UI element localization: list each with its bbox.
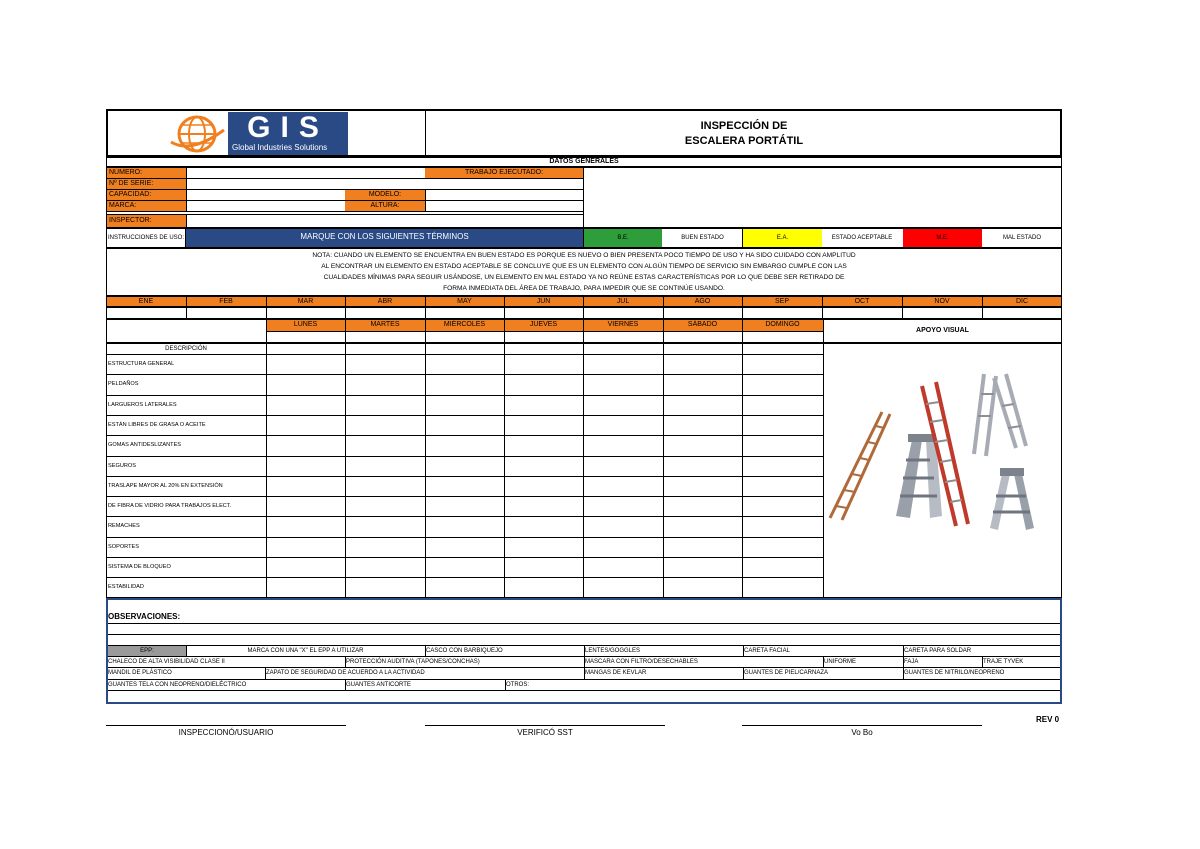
checklist-cell[interactable] [584, 477, 663, 495]
epp-divider [186, 646, 187, 656]
checklist-cell[interactable] [584, 396, 663, 414]
checklist-cell[interactable] [346, 517, 425, 535]
note-line-3: CUALIDADES MÍNIMAS PARA SEGUIR USÁNDOSE, UN ELEMENTO EN MAL ESTADO YA NO REÚNE ESTAS CARACTERÍSTICAS POR LO QUE DEBE SER RETIRADO DE [323, 274, 845, 281]
checklist-cell[interactable] [505, 396, 583, 414]
epp-guantes-anticorte[interactable]: GUANTES ANTICORTE [346, 682, 411, 688]
checklist-cell[interactable] [505, 477, 583, 495]
checklist-col-divider [266, 343, 267, 598]
epp-proteccion-auditiva[interactable]: PROTECCIÓN AUDITIVA (TAPONES/CONCHAS) [346, 659, 480, 665]
serie-field[interactable] [186, 179, 583, 189]
checklist-cell[interactable] [664, 355, 742, 373]
epp-divider [265, 668, 266, 679]
checklist-cell[interactable] [267, 416, 345, 434]
checklist-cell[interactable] [505, 457, 583, 475]
form-title-line2: ESCALERA PORTÁTIL [684, 135, 804, 147]
month-abr: ABR [377, 298, 393, 305]
checklist-cell[interactable] [505, 517, 583, 535]
checklist-item-label: PELDAÑOS [108, 381, 139, 388]
epp-divider [743, 668, 744, 679]
checklist-col-divider [425, 343, 426, 598]
checklist-cell[interactable] [743, 497, 823, 515]
checklist-cell[interactable] [426, 477, 504, 495]
form-title-line1: INSPECCIÓN DE [700, 120, 788, 132]
checklist-item-label: ESTABILIDAD [108, 584, 144, 591]
checklist-cell[interactable] [584, 375, 663, 393]
marca-field[interactable] [186, 201, 345, 211]
checklist-cell[interactable] [664, 457, 742, 475]
checklist-cell[interactable] [584, 517, 663, 535]
checklist-cell[interactable] [584, 497, 663, 515]
checklist-cell[interactable] [584, 558, 663, 576]
epp-divider [345, 657, 346, 667]
day-divider [504, 319, 505, 343]
month-sep: SEP [774, 298, 789, 305]
checklist-cell[interactable] [505, 355, 583, 373]
checklist-col-divider [345, 343, 346, 598]
checklist-cell[interactable] [426, 578, 504, 596]
checklist-cell[interactable] [664, 538, 742, 556]
articulated-ladder-icon [974, 374, 1026, 456]
checklist-cell[interactable] [426, 396, 504, 414]
checklist-cell[interactable] [426, 375, 504, 393]
checklist-cell[interactable] [346, 477, 425, 495]
checklist-cell[interactable] [664, 578, 742, 596]
checklist-cell[interactable] [505, 578, 583, 596]
epp-divider [982, 657, 983, 667]
checklist-cell[interactable] [267, 355, 345, 373]
checklist-cell[interactable] [346, 558, 425, 576]
checklist-col-divider [663, 343, 664, 598]
instructions-label: INSTRUCCIONES DE USO: [108, 235, 185, 241]
months-value-row [106, 307, 1062, 319]
checklist-cell[interactable] [664, 477, 742, 495]
checklist-cell[interactable] [267, 457, 345, 475]
epp-divider [903, 668, 904, 679]
checklist-item-label: DE FIBRA DE VIDRIO PARA TRABAJOS ELECT. [108, 503, 232, 510]
month-divider [822, 296, 823, 319]
checklist-cell[interactable] [664, 396, 742, 414]
checklist-cell[interactable] [505, 558, 583, 576]
epp-otros[interactable]: OTROS: [506, 682, 530, 688]
note-line-4: FORMA INMEDIATA DEL ÁREA DE TRABAJO, PARA IMPEDIR QUE SE CONTINÚE USANDO. [443, 285, 725, 292]
trabajo-label: TRABAJO EJECUTADO: [464, 169, 544, 176]
checklist-cell[interactable] [346, 497, 425, 515]
epp-lentes[interactable]: LENTES/GOGGLES [585, 648, 641, 654]
month-dic: DIC [1015, 298, 1029, 305]
epp-instruction: MARCA CON UNA "X" EL EPP A UTILIZAR [247, 648, 364, 654]
epp-divider [505, 679, 506, 690]
epp-divider [345, 679, 346, 690]
serie-label: Nº DE SERIE: [109, 180, 154, 187]
checklist-cell[interactable] [505, 497, 583, 515]
signature-line-sst [425, 725, 665, 726]
epp-mascara[interactable]: MASCARA CON FILTRO/DESECHABLES [585, 659, 698, 665]
checklist-cell[interactable] [267, 436, 345, 454]
month-divider [583, 296, 584, 319]
checklist-cell[interactable] [505, 436, 583, 454]
day-1: LUNES [293, 321, 318, 328]
modelo-field[interactable] [425, 190, 583, 200]
wooden-ladder-icon [830, 412, 890, 520]
checklist-item-label: GOMAS ANTIDESLIZANTES [108, 442, 182, 449]
epp-mandil[interactable]: MANDIL DE PLÁSTICO [108, 670, 172, 676]
checklist-cell[interactable] [505, 416, 583, 434]
month-may: MAY [457, 298, 472, 305]
month-divider [186, 296, 187, 319]
checklist-cell[interactable] [664, 416, 742, 434]
month-divider [266, 296, 267, 319]
checklist-cell[interactable] [743, 578, 823, 596]
checklist-cell[interactable] [267, 517, 345, 535]
epp-faja[interactable]: FAJA [904, 659, 919, 665]
epp-guantes-tela[interactable]: GUANTES TELA CON NEOPRENO/DIELÉCTRICO [108, 682, 247, 688]
epp-divider [425, 646, 426, 656]
step-stool-icon [990, 468, 1034, 530]
month-divider [982, 296, 983, 319]
checklist-cell[interactable] [346, 416, 425, 434]
day-divider [345, 319, 346, 343]
checklist-cell[interactable] [743, 375, 823, 393]
month-divider [504, 296, 505, 319]
month-ago: AGO [694, 298, 711, 305]
checklist-cell[interactable] [584, 416, 663, 434]
month-mar: MAR [297, 298, 314, 305]
month-oct: OCT [854, 298, 870, 305]
checklist-cell[interactable] [346, 436, 425, 454]
capacidad-label: CAPACIDAD: [109, 191, 152, 198]
month-divider [902, 296, 903, 319]
checklist-item-label: SOPORTES [108, 543, 139, 550]
month-divider [742, 296, 743, 319]
ladders-image [826, 356, 1058, 532]
checklist-cell[interactable] [743, 477, 823, 495]
day-6: SÁBADO [687, 321, 718, 328]
checklist-cell[interactable] [346, 578, 425, 596]
checklist-cell[interactable] [584, 457, 663, 475]
month-divider [345, 296, 346, 319]
day-4: JUEVES [529, 321, 558, 328]
altura-label: ALTURA: [370, 202, 400, 209]
month-nov: NOV [934, 298, 950, 305]
legend-bad-text: MAL ESTADO [1002, 235, 1041, 241]
checklist-cell[interactable] [505, 538, 583, 556]
signature-line-inspector [106, 725, 346, 726]
checklist-cell[interactable] [426, 457, 504, 475]
epp-guantes-nitrilo[interactable]: GUANTES DE NITRILO/NEOPRENO [904, 670, 1005, 676]
epp-casco[interactable]: CASCO CON BARBIQUEJO [426, 648, 503, 654]
checklist-cell[interactable] [267, 396, 345, 414]
day-divider [742, 319, 743, 343]
epp-divider [903, 657, 904, 667]
checklist-item-label: ESTRUCTURA GENERAL [108, 361, 175, 367]
epp-zapato[interactable]: ZAPATO DE SEGURIDAD DE ACUERDO A LA ACTIVIDAD [266, 670, 425, 676]
day-3: MIÉRCOLES [443, 321, 486, 328]
datos-generales-title: DATOS GENERALES [549, 158, 619, 165]
legend-good-text: BUEN ESTADO [681, 235, 724, 241]
checklist-col-divider [504, 343, 505, 598]
checklist-cell[interactable] [584, 578, 663, 596]
day-2: MARTES [370, 321, 400, 328]
signature-vobo: Vo Bo [851, 728, 873, 737]
epp-careta-facial[interactable]: CARETA FACIAL [744, 648, 790, 654]
checklist-cell[interactable] [426, 517, 504, 535]
epp-guantes-piel[interactable]: GUANTES DE PIEL/CARNAZA [744, 670, 829, 676]
checklist-item-label: SISTEMA DE BLOQUEO [108, 564, 171, 570]
day-7: DOMINGO [765, 321, 800, 328]
day-5: VIERNES [607, 321, 639, 328]
checklist-cell[interactable] [426, 558, 504, 576]
legend-bad-code: M.E. [936, 235, 949, 241]
legend-good-code: B.E. [617, 235, 629, 241]
legend-acceptable-code: E.A. [776, 235, 789, 241]
checklist-cell[interactable] [584, 538, 663, 556]
checklist-cell[interactable] [664, 517, 742, 535]
checklist-cell[interactable] [426, 497, 504, 515]
modelo-label: MODELO: [368, 191, 402, 198]
logo-banner [228, 112, 348, 155]
instructions-banner: MARQUE CON LOS SIGUIENTES TÉRMINOS [300, 232, 469, 241]
checklist-cell[interactable] [346, 538, 425, 556]
day-divider [663, 319, 664, 343]
checklist-cell[interactable] [505, 375, 583, 393]
observations-label: OBSERVACIONES: [108, 612, 181, 621]
logo-text: GIS [247, 113, 329, 143]
day-divider [425, 319, 426, 343]
epp-mangas[interactable]: MANGAS DE KEVLAR [585, 670, 647, 676]
logo [166, 112, 348, 155]
revision-label: REV 0 [1036, 715, 1060, 724]
legend-acceptable-text: ESTADO ACEPTABLE [831, 235, 893, 241]
month-jun: JUN [536, 298, 551, 305]
day-divider [583, 319, 584, 343]
month-jul: JUL [616, 298, 630, 305]
checklist-cell[interactable] [743, 436, 823, 454]
checklist-cell[interactable] [743, 517, 823, 535]
checklist-cell[interactable] [743, 396, 823, 414]
checklist-item-label: LARGUEROS LATERALES [108, 401, 177, 408]
description-header: DESCRIPCIÓN [165, 346, 207, 352]
globe-icon [166, 112, 228, 155]
epp-uniforme[interactable]: UNIFORME [824, 659, 856, 665]
checklist-cell[interactable] [743, 538, 823, 556]
checklist-cell[interactable] [267, 558, 345, 576]
inspector-label: INSPECTOR: [109, 217, 152, 224]
checklist-cell[interactable] [267, 538, 345, 556]
checklist-cell[interactable] [584, 436, 663, 454]
note-line-2: AL ENCONTRAR UN ELEMENTO EN ESTADO ACEPTABLE SE CONCLUYE QUE ES UN ELEMENTO CON ALGÚN TIEMPO DE SERVICIO SIN EMBARGO CUMPLE CON LAS [321, 263, 847, 270]
epp-divider [903, 646, 904, 656]
checklist-item-label: SEGUROS [108, 462, 136, 469]
observations-field[interactable] [108, 624, 1060, 646]
epp-careta-soldar[interactable]: CARETA PARA SOLDAR [904, 648, 972, 654]
signature-inspector: INSPECCIONÓ/USUARIO [178, 728, 274, 737]
signature-line-vobo [742, 725, 982, 726]
checklist-cell[interactable] [346, 355, 425, 373]
epp-divider [584, 646, 585, 656]
checklist-cell[interactable] [743, 355, 823, 373]
altura-field[interactable] [425, 201, 583, 211]
checklist-item-label: ESTÁN LIBRES DE GRASA O ACEITE [108, 421, 206, 428]
checklist-cell[interactable] [664, 436, 742, 454]
month-divider [663, 296, 664, 319]
checklist-cell[interactable] [426, 538, 504, 556]
epp-divider [584, 668, 585, 679]
checklist-cell[interactable] [664, 375, 742, 393]
epp-divider [823, 657, 824, 667]
checklist-cell[interactable] [346, 396, 425, 414]
note-line-1: NOTA: CUANDO UN ELEMENTO SE ENCUENTRA EN BUEN ESTADO ES PORQUE ES NUEVO O BIEN PRESENTA POCO TIEMPO DE USO Y HA SIDO CUIDADO CON AMPLITUD [312, 252, 856, 259]
numero-label: NÚMERO: [109, 169, 143, 176]
checklist-cell[interactable] [743, 558, 823, 576]
capacidad-field[interactable] [186, 190, 345, 200]
checklist-cell[interactable] [426, 436, 504, 454]
checklist-item-label: REMACHES [108, 523, 140, 530]
visual-aid-label: APOYO VISUAL [916, 327, 969, 334]
checklist-cell[interactable] [346, 457, 425, 475]
checklist-cell[interactable] [664, 558, 742, 576]
checklist-item-label: TRASLAPE MAYOR AL 20% EN EXTENSIÓN [108, 482, 223, 489]
epp-divider [584, 657, 585, 667]
checklist-cell[interactable] [267, 578, 345, 596]
inspector-field[interactable] [186, 215, 583, 227]
signature-sst: VERIFICÓ SST [517, 728, 573, 737]
checklist-cell[interactable] [664, 497, 742, 515]
marca-label: MARCA: [109, 202, 137, 209]
checklist-col-divider [583, 343, 584, 598]
epp-label: EPP: [140, 648, 154, 654]
checklist-cell[interactable] [743, 416, 823, 434]
numero-field[interactable] [186, 168, 425, 178]
checklist-cell[interactable] [346, 375, 425, 393]
month-ene: ENE [138, 298, 154, 305]
checklist-cell[interactable] [426, 416, 504, 434]
checklist-cell[interactable] [584, 355, 663, 373]
epp-traje-tyvek[interactable]: TRAJE TYVEK [983, 659, 1024, 665]
checklist-cell[interactable] [426, 355, 504, 373]
checklist-cell[interactable] [267, 497, 345, 515]
epp-divider [743, 646, 744, 656]
checklist-col-divider [823, 343, 824, 598]
checklist-cell[interactable] [267, 375, 345, 393]
month-divider [425, 296, 426, 319]
epp-chaleco[interactable]: CHALECO DE ALTA VISIBILIDAD CLASE II [108, 659, 225, 665]
checklist-col-divider [742, 343, 743, 598]
checklist-cell[interactable] [267, 477, 345, 495]
month-feb: FEB [219, 298, 233, 305]
checklist-cell[interactable] [743, 457, 823, 475]
logo-subtitle: Global Industries Solutions [232, 143, 328, 152]
